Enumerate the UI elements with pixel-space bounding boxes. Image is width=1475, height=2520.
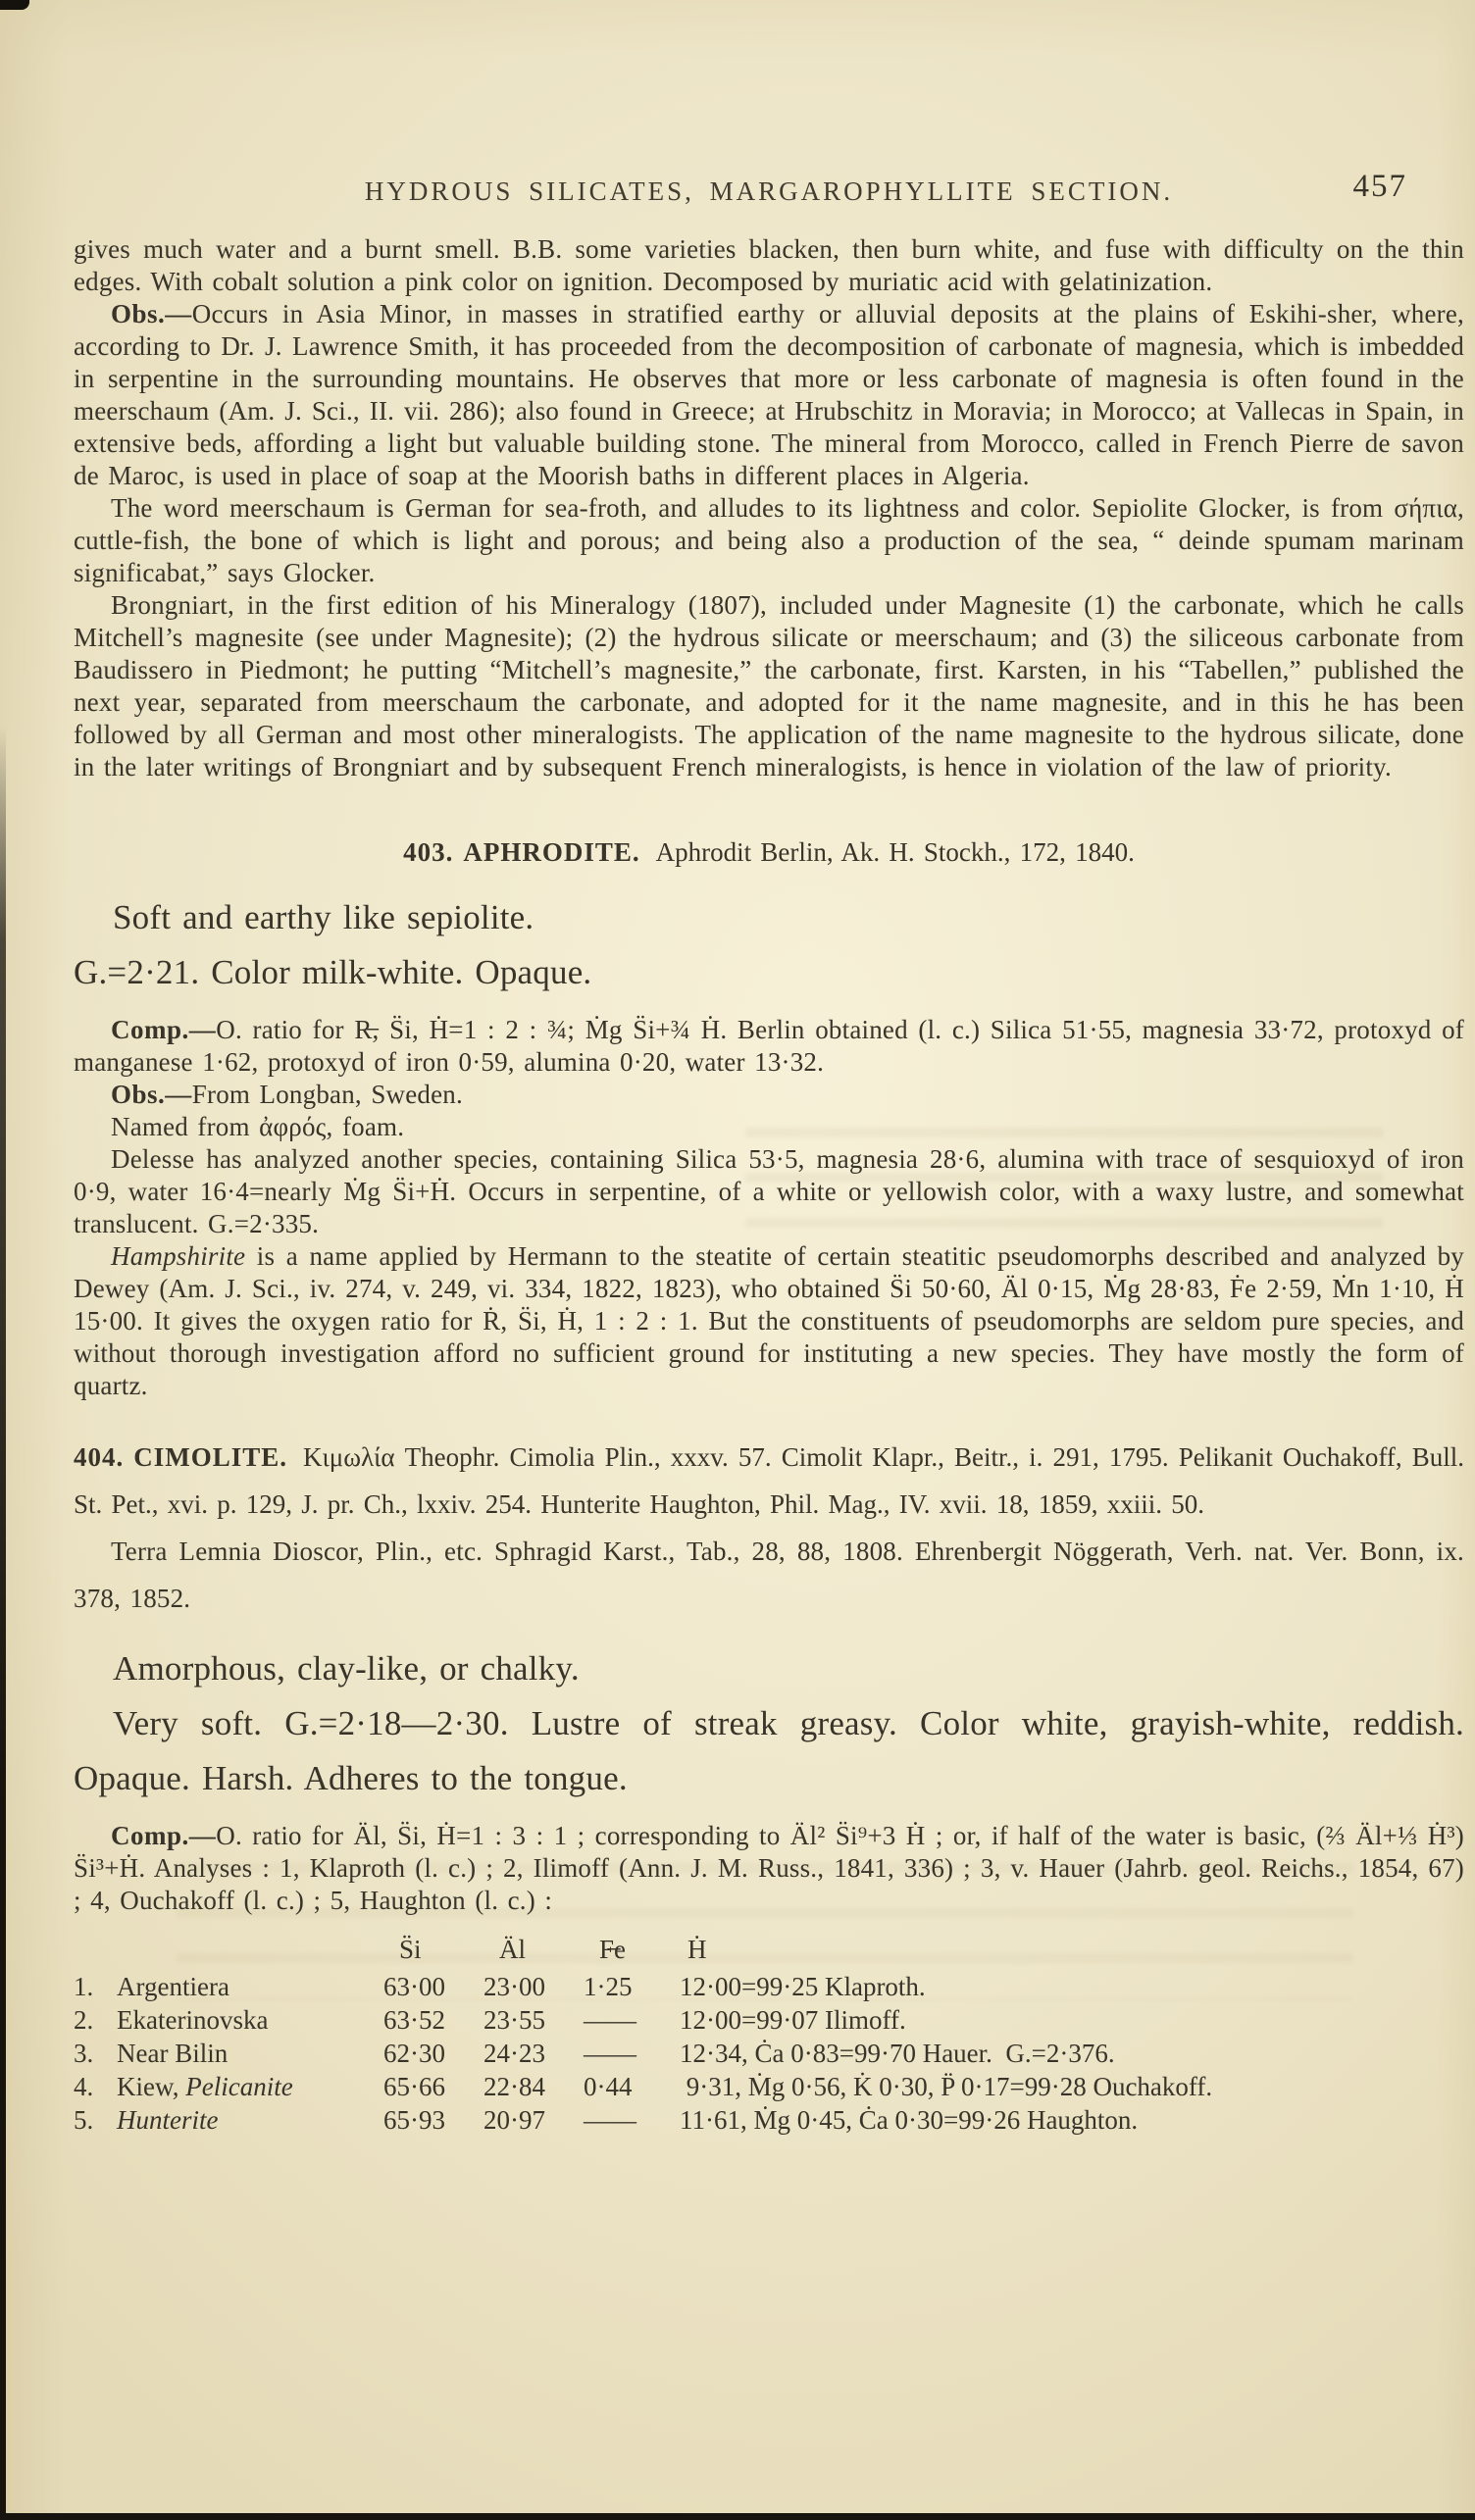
- paragraph-comp-cimolite: Comp.—O. ratio for Äl, S̈i, Ḣ=1 : 3 : 1 ; corresponding to Äl² S̈i⁹+3 Ḣ ; or, if half of the water is basic, (⅔ Äl+⅓ Ḣ³) S̈i³+Ḣ. Analyses : 1, Klaproth (l. c.) ; 2, Ilimoff (Ann. J. M. Russ., 1841, 336) ; 3, v. Hauer (Jahrb. geol. Reichs., 1854, 67) ; 4, Ouchakoff (l. c.) ; 5, Haughton (l. c.) :: [74, 1821, 1464, 1915]
- page-number: 457: [1352, 169, 1407, 204]
- value-fe: ——: [584, 2105, 636, 2135]
- scan-bottom-edge-artifact: [0, 2513, 1475, 2520]
- species-name: APHRODITE.: [463, 837, 640, 867]
- column-header-si: S̈i: [399, 1935, 422, 1964]
- locality-italic: Hunterite: [117, 2105, 219, 2135]
- value-si: 63·00: [383, 1972, 445, 2001]
- paragraph-named-from: Named from ἀφρός, foam.: [111, 1112, 405, 1141]
- value-h: 9·31, Ṁg 0·56, K̇ 0·30, P̈ 0·17=99·28 Ouchakoff.: [680, 2072, 1213, 2101]
- value-al: 23·55: [483, 2005, 545, 2035]
- row-number: 1.: [74, 1972, 94, 2001]
- description-line: G.=2·21. Color milk-white. Opaque.: [74, 953, 592, 991]
- species-number: 404.: [74, 1442, 125, 1472]
- locality: Argentiera: [117, 1972, 229, 2001]
- value-si: 62·30: [383, 2039, 445, 2068]
- value-al: 23·00: [483, 1972, 545, 2001]
- value-si: 63·52: [383, 2005, 445, 2035]
- value-al: 20·97: [483, 2105, 545, 2135]
- analyses-table: [74, 1933, 1464, 2137]
- value-fe: 0·44: [584, 2072, 633, 2101]
- value-fe: 1·25: [584, 1972, 633, 2001]
- column-header-al: Äl: [499, 1935, 526, 1964]
- paragraph-etymology: The word meerschaum is German for sea-froth, and alludes to its lightness and color. Sepiolite Glocker, is from σήπια, cuttle-fish, the bone of which is light and porous; and being also a production of the sea, “ deinde spumam marinam significabat,” says Glocker.: [74, 493, 1464, 587]
- value-h: 12·00=99·25 Klaproth.: [680, 1972, 926, 2001]
- species-name: CIMOLITE.: [133, 1442, 288, 1472]
- value-si: 65·93: [383, 2105, 445, 2135]
- row-number: 3.: [74, 2039, 94, 2068]
- paragraph-brongniart: Brongniart, in the first edition of his Mineralogy (1807), included under Magnesite (1) the carbonate, which he calls Mitchell’s magnesite (see under Magnesite); (2) the hydrous silicate or meerschaum; and (3) the siliceous carbonate from Baudissero in Piedmont; he putting “Mitchell’s magnesite,” the carbonate, first. Karsten, in his “Tabellen,” published the next year, separated from meerschaum the carbonate, and adopted for it the name magnesite, and in this he has been followed by all German and most other mineralogists. The application of the name magnesite to the hydrous silicate, done in the later writings of Brongniart and by subsequent French mineralogists, is hence in violation of the law of priority.: [74, 590, 1464, 781]
- column-header-fe: F̶e: [599, 1935, 626, 1964]
- locality: Near Bilin: [117, 2039, 229, 2068]
- row-number: 2.: [74, 2005, 94, 2035]
- value-fe: ——: [584, 2005, 636, 2035]
- table-row: [74, 2037, 1464, 2070]
- row-number: 4.: [74, 2072, 94, 2101]
- paragraph-hampshirite: Hampshirite is a name applied by Hermann to the steatite of certain steatitic pseudomorphs described and analyzed by Dewey (Am. J. Sci., iv. 274, v. 249, vi. 334, 1822, 1823), who obtained S̈i 50·60, Äl 0·15, Ṁg 28·83, Ḟe 2·59, Ṁn 1·10, Ḣ 15·00. It gives the oxygen ratio for Ṙ, S̈i, Ḣ, 1 : 2 : 1. But the constituents of pseudomorphs are seldom pure species, and without thorough investigation afford no sufficient ground for instituting a new species. They have mostly the form of quartz.: [74, 1241, 1464, 1400]
- table-row: [74, 1970, 1464, 2003]
- species-heading-cimolite: [74, 1434, 1464, 1528]
- paragraph-citation-terra-lemnia: Terra Lemnia Dioscor, Plin., etc. Sphragid Karst., Tab., 28, 88, 1808. Ehrenbergit Nöggerath, Verh. nat. Ver. Bonn, ix. 378, 1852.: [74, 1537, 1464, 1613]
- paragraph-obs-aphrodite: Obs.—From Longban, Sweden.: [111, 1080, 463, 1109]
- value-h: 12·00=99·07 Ilimoff.: [680, 2005, 906, 2035]
- description-line: Amorphous, clay-like, or chalky.: [113, 1649, 580, 1688]
- value-al: 24·23: [483, 2039, 545, 2068]
- row-number: 5.: [74, 2105, 94, 2135]
- table-row: [74, 2003, 1464, 2037]
- species-number: 403.: [403, 837, 454, 867]
- description-line: Very soft. G.=2·18—2·30. Lustre of streak greasy. Color white, grayish-white, reddish. Opaque. Harsh. Adheres to the tongue.: [74, 1704, 1464, 1797]
- column-header-h: Ḣ: [687, 1935, 707, 1964]
- value-h: 12·34, Ċa 0·83=99·70 Hauer. G.=2·376.: [680, 2039, 1115, 2068]
- table-row: [74, 2103, 1464, 2137]
- table-row: [74, 2070, 1464, 2103]
- scan-corner-artifact: [0, 0, 29, 10]
- locality: Kiew,: [117, 2072, 186, 2101]
- description-line: Soft and earthy like sepiolite.: [113, 898, 534, 936]
- text-block: [74, 233, 1464, 2137]
- value-si: 65·66: [383, 2072, 445, 2101]
- scan-left-edge-artifact: [0, 726, 6, 2520]
- species-citation: Κιμωλία Theophr. Cimolia Plin., xxxv. 57. Cimolit Klapr., Beitr., i. 291, 1795. Pelikanit Ouchakoff, Bull. St. Pet., xvi. p. 129, J. pr. Ch., lxxiv. 254. Hunterite Haughton, Phil. Mag., IV. xvii. 18, 1859, xxiii. 50.: [74, 1442, 1464, 1519]
- paragraph-comp-aphrodite: Comp.—O. ratio for R̶, S̈i, Ḣ=1 : 2 : ¾; Ṁg S̈i+¾ Ḣ. Berlin obtained (l. c.) Silica 51·55, magnesia 33·72, protoxyd of manganese 1·62, protoxyd of iron 0·59, alumina 0·20, water 13·32.: [74, 1015, 1464, 1077]
- analyses-table-header: [74, 1933, 1464, 1966]
- locality-italic: Pelicanite: [185, 2072, 293, 2101]
- value-h: 11·61, Ṁg 0·45, Ċa 0·30=99·26 Haughton.: [680, 2105, 1139, 2135]
- value-fe: ——: [584, 2039, 636, 2068]
- species-citation: Aphrodit Berlin, Ak. H. Stockh., 172, 1840.: [655, 837, 1135, 867]
- running-head: [74, 169, 1464, 216]
- locality: Ekaterinovska: [117, 2005, 269, 2035]
- species-heading-aphrodite: [74, 836, 1464, 869]
- value-al: 22·84: [483, 2072, 545, 2101]
- paragraph-continuation: gives much water and a burnt smell. B.B. some varieties blacken, then burn white, and fuse with difficulty on the thin edges. With cobalt solution a pink color on ignition. Decomposed by muriatic acid with gelatinization.: [74, 234, 1464, 296]
- paragraph-obs-meerschaum: Obs.—Occurs in Asia Minor, in masses in stratified earthy or alluvial deposits at the plains of Eskihi-sher, where, according to Dr. J. Lawrence Smith, it has proceeded from the decomposition of carbonate of magnesia, which is imbedded in serpentine in the surrounding mountains. He observes that more or less carbonate of magnesia is often found in the meerschaum (Am. J. Sci., II. vii. 286); also found in Greece; at Hrubschitz in Moravia; in Morocco; at Vallecas in Spain, in extensive beds, affording a light but valuable building stone. The mineral from Morocco, called in French Pierre de savon de Maroc, is used in place of soap at the Moorish baths in different places in Algeria.: [74, 299, 1464, 490]
- paragraph-delesse: Delesse has analyzed another species, containing Silica 53·5, magnesia 28·6, alumina with trace of sesquioxyd of iron 0·9, water 16·4=nearly Ṁg S̈i+Ḣ. Occurs in serpentine, of a white or yellowish color, with a waxy lustre, and somewhat translucent. G.=2·335.: [74, 1144, 1464, 1238]
- running-head-title: HYDROUS SILICATES, MARGAROPHYLLITE SECTION.: [364, 176, 1174, 206]
